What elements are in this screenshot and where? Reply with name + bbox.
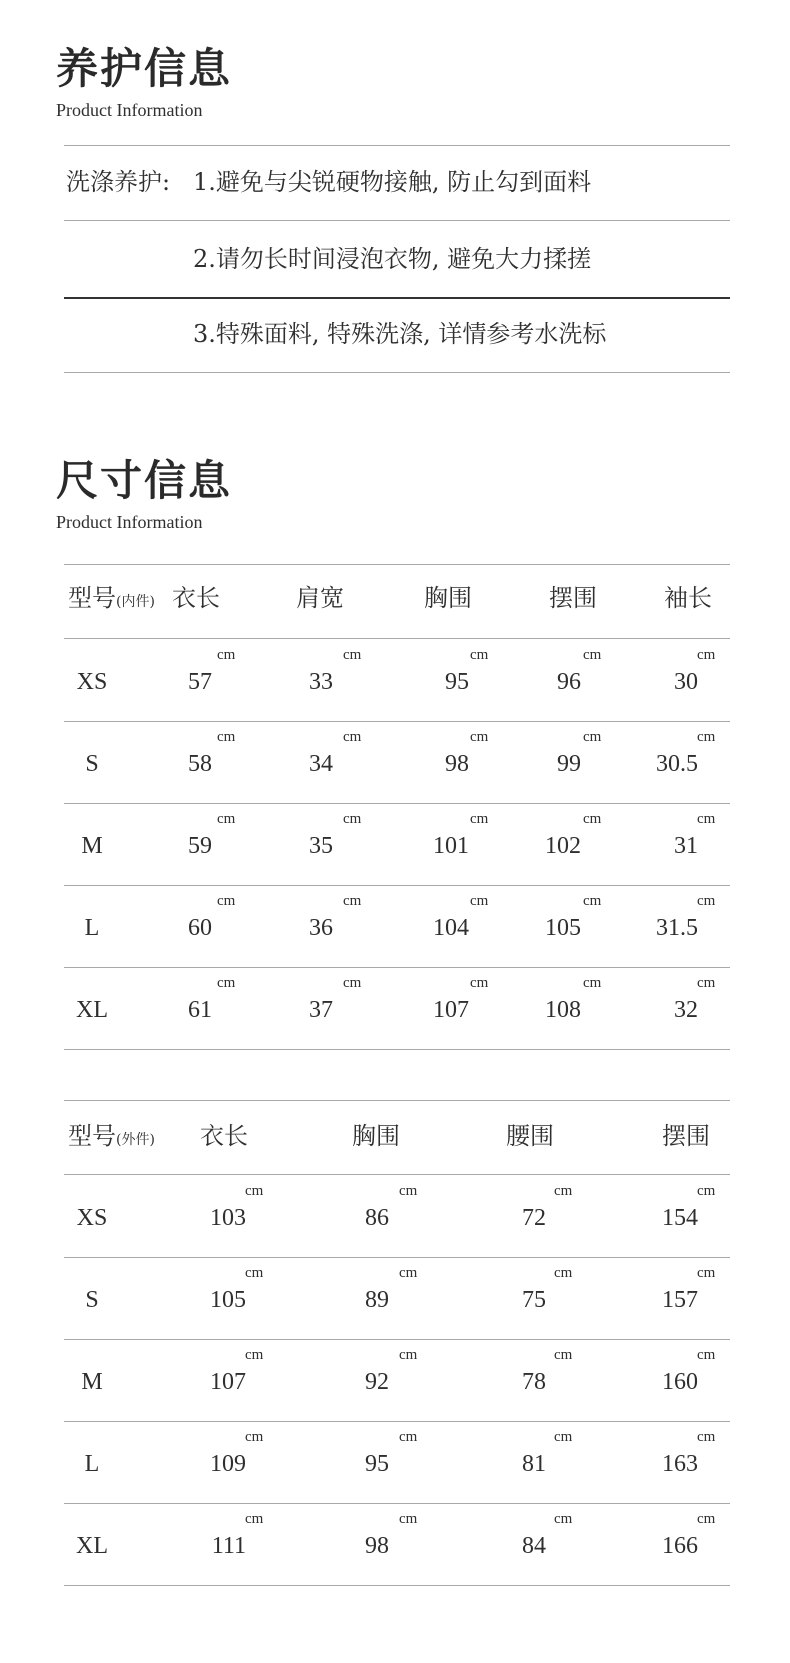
size-subtitle: Product Information: [56, 512, 203, 532]
value-cell: 105: [545, 915, 581, 941]
divider: [64, 1421, 730, 1422]
value-cell: 86: [365, 1205, 389, 1231]
value-cell: 33: [309, 669, 333, 695]
unit-label: cm: [554, 1183, 573, 1199]
unit-label: cm: [470, 729, 489, 745]
unit-label: cm: [697, 647, 716, 663]
size-cell: L: [84, 1451, 100, 1477]
unit-label: cm: [697, 1265, 716, 1281]
value-cell: 78: [522, 1369, 546, 1395]
divider: [64, 1585, 730, 1586]
unit-label: cm: [399, 1265, 418, 1281]
value-cell: 57: [188, 669, 212, 695]
value-cell: 103: [210, 1205, 246, 1231]
value-cell: 31.5: [656, 915, 698, 941]
unit-label: cm: [343, 811, 362, 827]
size-cell: S: [85, 1287, 99, 1313]
value-cell: 99: [557, 751, 581, 777]
unit-label: cm: [697, 811, 716, 827]
divider: [64, 145, 730, 146]
value-cell: 58: [188, 751, 212, 777]
size-cell: XS: [76, 669, 108, 695]
unit-label: cm: [554, 1429, 573, 1445]
unit-label: cm: [217, 975, 236, 991]
value-cell: 157: [662, 1287, 698, 1313]
value-cell: 101: [433, 833, 469, 859]
unit-label: cm: [697, 1429, 716, 1445]
value-cell: 105: [210, 1287, 246, 1313]
unit-label: cm: [399, 1347, 418, 1363]
outer-col-waist: 腰围: [506, 1122, 554, 1150]
value-cell: 96: [557, 669, 581, 695]
value-cell: 160: [662, 1369, 698, 1395]
unit-label: cm: [554, 1347, 573, 1363]
unit-label: cm: [583, 729, 602, 745]
inner-col-sleeve: 袖长: [664, 584, 712, 612]
size-cell: XS: [76, 1205, 108, 1231]
size-cell: XL: [76, 1533, 108, 1559]
unit-label: cm: [583, 893, 602, 909]
size-cell: XL: [76, 997, 108, 1023]
inner-col-length: 衣长: [172, 584, 220, 612]
size-title: 尺寸信息: [56, 456, 233, 505]
value-cell: 111: [211, 1533, 246, 1559]
unit-label: cm: [697, 1183, 716, 1199]
care-label: 洗涤养护:: [66, 168, 171, 196]
value-cell: 81: [522, 1451, 546, 1477]
value-cell: 60: [188, 915, 212, 941]
value-cell: 34: [309, 751, 333, 777]
unit-label: cm: [217, 729, 236, 745]
unit-label: cm: [697, 1347, 716, 1363]
value-cell: 108: [545, 997, 581, 1023]
unit-label: cm: [697, 893, 716, 909]
value-cell: 102: [545, 833, 581, 859]
divider: [64, 803, 730, 804]
care-line-3: 3.特殊面料, 特殊洗涤, 详情参考水洗标: [193, 320, 607, 348]
size-cell: M: [81, 833, 103, 859]
divider: [64, 967, 730, 968]
value-cell: 31: [674, 833, 698, 859]
value-cell: 92: [365, 1369, 389, 1395]
divider: [64, 638, 730, 639]
value-cell: 61: [188, 997, 212, 1023]
unit-label: cm: [245, 1347, 264, 1363]
value-cell: 32: [674, 997, 698, 1023]
value-cell: 163: [662, 1451, 698, 1477]
unit-label: cm: [554, 1511, 573, 1527]
value-cell: 59: [188, 833, 212, 859]
divider: [64, 372, 730, 373]
value-cell: 107: [433, 997, 469, 1023]
value-cell: 166: [662, 1533, 698, 1559]
value-cell: 95: [365, 1451, 389, 1477]
size-cell: S: [85, 751, 99, 777]
divider: [64, 1503, 730, 1504]
outer-col-length: 衣长: [200, 1122, 248, 1150]
outer-model-header: [68, 1124, 155, 1148]
divider: [64, 885, 730, 886]
value-cell: 98: [445, 751, 469, 777]
unit-label: cm: [470, 893, 489, 909]
unit-label: cm: [217, 893, 236, 909]
value-cell: 75: [522, 1287, 546, 1313]
divider: [64, 564, 730, 565]
unit-label: cm: [217, 811, 236, 827]
divider: [64, 1049, 730, 1050]
care-title: 养护信息: [56, 44, 233, 93]
value-cell: 36: [309, 915, 333, 941]
model-label: 型号: [68, 584, 116, 612]
inner-model-header: [68, 586, 155, 610]
unit-label: cm: [470, 975, 489, 991]
value-cell: 72: [522, 1205, 546, 1231]
divider: [64, 1257, 730, 1258]
model-label: 型号: [68, 1122, 116, 1150]
divider: [64, 721, 730, 722]
value-cell: 30.5: [656, 751, 698, 777]
divider: [64, 1100, 730, 1101]
divider: [64, 297, 730, 299]
value-cell: 35: [309, 833, 333, 859]
unit-label: cm: [470, 811, 489, 827]
unit-label: cm: [343, 729, 362, 745]
unit-label: cm: [697, 975, 716, 991]
unit-label: cm: [245, 1429, 264, 1445]
value-cell: 30: [674, 669, 698, 695]
unit-label: cm: [399, 1429, 418, 1445]
divider: [64, 220, 730, 221]
unit-label: cm: [245, 1511, 264, 1527]
model-note: (内件): [116, 594, 155, 610]
inner-col-hem: 摆围: [549, 584, 597, 612]
care-subtitle: Product Information: [56, 100, 203, 120]
value-cell: 109: [210, 1451, 246, 1477]
size-cell: L: [84, 915, 100, 941]
unit-label: cm: [554, 1265, 573, 1281]
unit-label: cm: [245, 1265, 264, 1281]
divider: [64, 1174, 730, 1175]
value-cell: 104: [433, 915, 469, 941]
model-note: (外件): [116, 1132, 155, 1148]
unit-label: cm: [697, 729, 716, 745]
unit-label: cm: [583, 647, 602, 663]
unit-label: cm: [399, 1183, 418, 1199]
unit-label: cm: [583, 811, 602, 827]
unit-label: cm: [245, 1183, 264, 1199]
value-cell: 37: [309, 997, 333, 1023]
care-line-2: 2.请勿长时间浸泡衣物, 避免大力揉搓: [193, 245, 592, 273]
value-cell: 89: [365, 1287, 389, 1313]
outer-col-hem: 摆围: [662, 1122, 710, 1150]
unit-label: cm: [343, 893, 362, 909]
unit-label: cm: [583, 975, 602, 991]
value-cell: 84: [522, 1533, 546, 1559]
value-cell: 95: [445, 669, 469, 695]
unit-label: cm: [217, 647, 236, 663]
unit-label: cm: [343, 975, 362, 991]
inner-col-chest: 胸围: [424, 584, 472, 612]
outer-col-chest: 胸围: [352, 1122, 400, 1150]
size-cell: M: [81, 1369, 103, 1395]
divider: [64, 1339, 730, 1340]
value-cell: 107: [210, 1369, 246, 1395]
care-line-1: 1.避免与尖锐硬物接触, 防止勾到面料: [193, 168, 592, 196]
value-cell: 154: [662, 1205, 698, 1231]
unit-label: cm: [399, 1511, 418, 1527]
inner-col-shoulder: 肩宽: [296, 584, 344, 612]
unit-label: cm: [697, 1511, 716, 1527]
value-cell: 98: [365, 1533, 389, 1559]
unit-label: cm: [343, 647, 362, 663]
unit-label: cm: [470, 647, 489, 663]
